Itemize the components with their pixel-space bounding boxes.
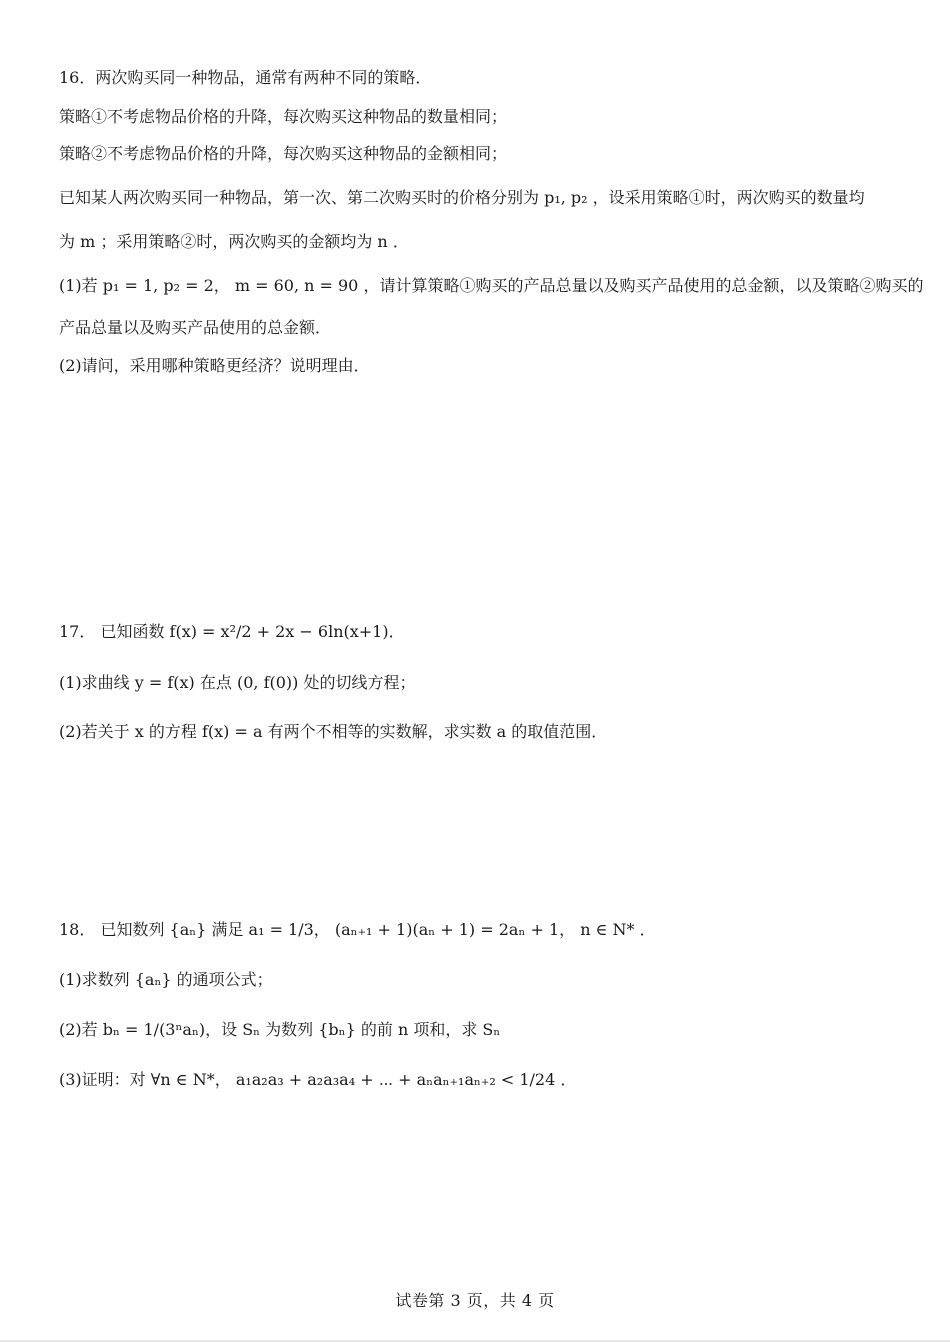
q16-line-3: 策略②不考虑物品价格的升降，每次购买这种物品的金额相同； [59, 144, 508, 163]
q18-line-3: (2)若 bₙ = 1/(3ⁿaₙ)，设 Sₙ 为数列 {bₙ} 的前 n 项和，求 Sₙ [59, 1020, 501, 1039]
q16-line-1: 16．两次购买同一种物品，通常有两种不同的策略． [59, 68, 432, 87]
q16-line-4: 已知某人两次购买同一种物品，第一次、第二次购买时的价格分别为 p₁, p₂ ，设采用策略①时，两次购买的数量均 [59, 188, 865, 207]
q17-line-2: (1)求曲线 y = f(x) 在点 (0, f(0)) 处的切线方程； [59, 673, 416, 692]
q18-line-2: (1)求数列 {aₙ} 的通项公式； [59, 970, 273, 989]
q16-line-8: (2)请问，采用哪种策略更经济？说明理由． [59, 356, 370, 375]
q17-line-3: (2)若关于 x 的方程 f(x) = a 有两个不相等的实数解，求实数 a 的取值范围． [59, 722, 608, 741]
q18-line-1: 18． 已知数列 {aₙ} 满足 a₁ = 1/3， (aₙ₊₁ + 1)(aₙ + 1) = 2aₙ + 1， n ∈ N* ． [59, 920, 656, 939]
q16-line-7: 产品总量以及购买产品使用的总金额． [59, 318, 332, 337]
page-footer: 试卷第 3 页，共 4 页 [395, 1291, 555, 1310]
q16-line-6: (1)若 p₁ = 1, p₂ = 2， m = 60, n = 90 ，请计算策略①购买的产品总量以及购买产品使用的总金额，以及策略②购买的 [59, 276, 924, 295]
q16-line-5: 为 m ；采用策略②时，两次购买的金额均为 n ． [59, 232, 409, 251]
q18-line-4: (3)证明：对 ∀n ∈ N*， a₁a₂a₃ + a₂a₃a₄ + ⋯ + aₙaₙ₊₁aₙ₊₂ < 1/24 ． [59, 1070, 577, 1089]
q16-line-2: 策略①不考虑物品价格的升降，每次购买这种物品的数量相同； [59, 107, 508, 126]
page-bottom-rule [0, 1340, 950, 1342]
q17-line-1: 17． 已知函数 f(x) = x²/2 + 2x − 6ln(x+1)． [59, 622, 405, 641]
